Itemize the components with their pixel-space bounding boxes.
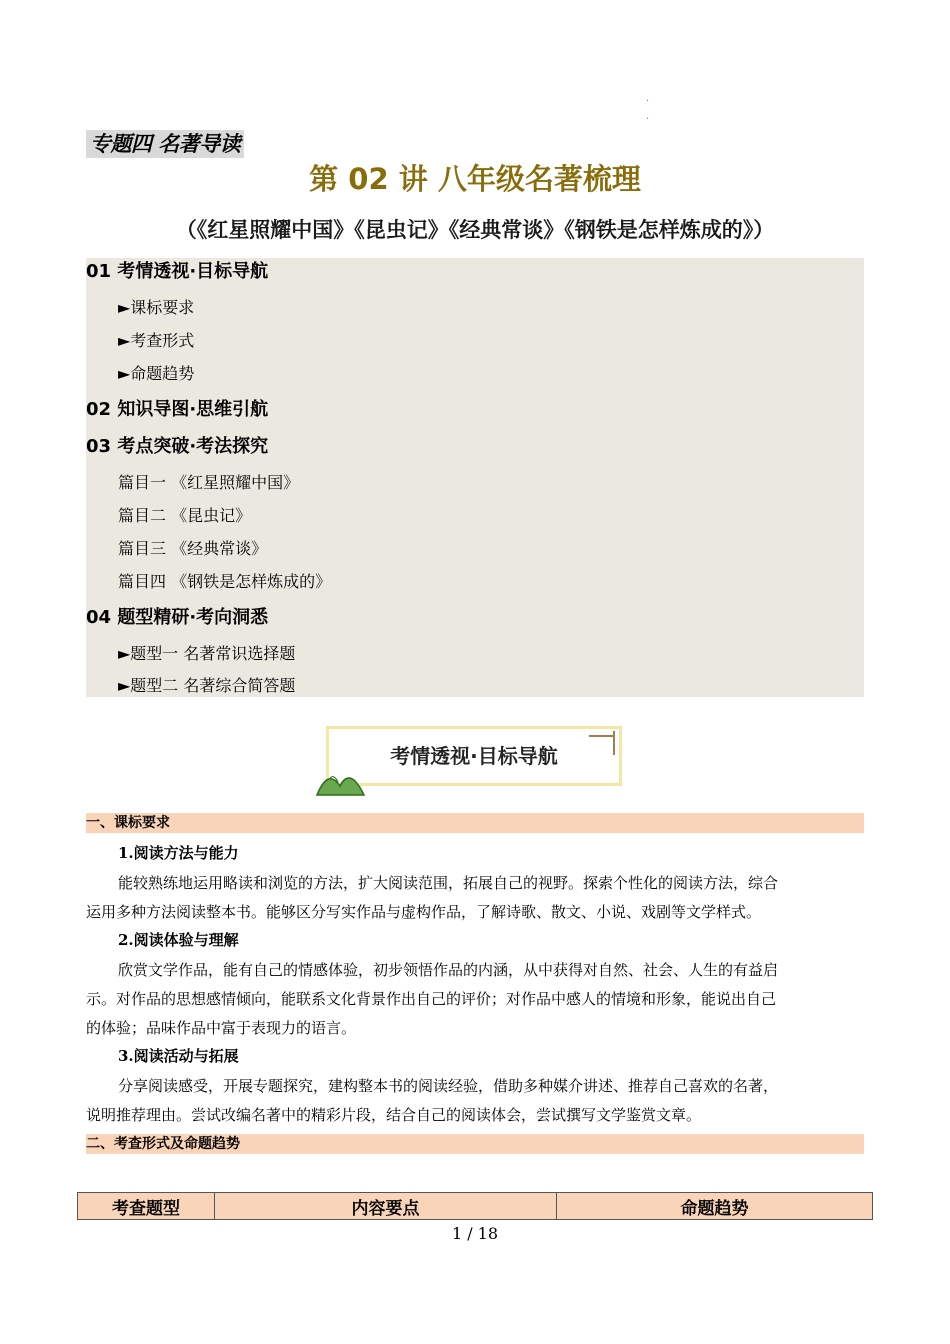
section-heading: 一、课标要求 bbox=[86, 813, 864, 833]
toc-item[interactable]: ►考查形式 bbox=[118, 331, 195, 350]
toc-item[interactable]: ►题型二 名著综合简答题 bbox=[118, 676, 296, 695]
paragraph-line: 欣赏文学作品，能有自己的情感体验，初步领悟作品的内涵，从中获得对自然、社会、人生的有益启 bbox=[118, 961, 779, 979]
subsection-heading: 1.阅读方法与能力 bbox=[118, 844, 239, 862]
toc-item[interactable]: 篇目四 《钢铁是怎样炼成的》 bbox=[118, 572, 332, 591]
toc-item[interactable]: ►课标要求 bbox=[118, 298, 195, 317]
paragraph-line: 能较熟练地运用略读和浏览的方法，扩大阅读范围，拓展自己的视野。探索个性化的阅读方法，综合 bbox=[118, 874, 779, 892]
toc-heading-1[interactable]: 01 考情透视·目标导航 bbox=[86, 261, 269, 282]
table-header-cell: 考查题型 bbox=[78, 1193, 215, 1220]
mountain-icon bbox=[316, 766, 366, 796]
toc-heading-4[interactable]: 04 题型精研·考向洞悉 bbox=[86, 607, 269, 628]
dot-mark: · bbox=[646, 114, 650, 125]
toc-item[interactable]: ►题型一 名著常识选择题 bbox=[118, 644, 296, 663]
table-header-cell: 内容要点 bbox=[215, 1193, 557, 1220]
topic-tag: 专题四 名著导读 bbox=[86, 130, 244, 158]
paragraph-line: 分享阅读感受，开展专题探究，建构整本书的阅读经验，借助多种媒介讲述、推荐自己喜欢的名著， bbox=[118, 1077, 779, 1095]
banner-label: 考情透视·目标导航 bbox=[390, 744, 558, 768]
section-heading: 二、考查形式及命题趋势 bbox=[86, 1134, 864, 1154]
page-subtitle: （《红星照耀中国》《昆虫记》《经典常谈》《钢铁是怎样炼成的》） bbox=[175, 218, 775, 242]
exam-table bbox=[77, 1192, 873, 1220]
table-of-contents bbox=[86, 258, 864, 697]
dot-mark: · bbox=[646, 96, 650, 107]
toc-heading-2[interactable]: 02 知识导图·思维引航 bbox=[86, 399, 269, 420]
paragraph-line: 示。对作品的思想感情倾向，能联系文化背景作出自己的评价；对作品中感人的情境和形象，能说出自己 bbox=[86, 990, 777, 1008]
subsection-heading: 3.阅读活动与拓展 bbox=[118, 1047, 239, 1065]
table-header-cell: 命题趋势 bbox=[557, 1193, 873, 1220]
paragraph-line: 运用多种方法阅读整本书。能够区分写实作品与虚构作品，了解诗歌、散文、小说、戏剧等文学样式。 bbox=[86, 903, 762, 921]
banner-decoration bbox=[589, 735, 615, 737]
banner-decoration bbox=[613, 731, 615, 755]
toc-heading-3[interactable]: 03 考点突破·考法探究 bbox=[86, 436, 269, 457]
toc-item[interactable]: 篇目一 《红星照耀中国》 bbox=[118, 473, 300, 492]
subsection-heading: 2.阅读体验与理解 bbox=[118, 931, 239, 949]
toc-item[interactable]: 篇目二 《昆虫记》 bbox=[118, 506, 252, 525]
table-header-row bbox=[78, 1193, 873, 1220]
toc-item[interactable]: ►命题趋势 bbox=[118, 364, 195, 383]
page-number: 1 / 18 bbox=[451, 1224, 499, 1243]
toc-item[interactable]: 篇目三 《经典常谈》 bbox=[118, 539, 268, 558]
section-banner bbox=[326, 726, 622, 786]
page-title: 第 02 讲 八年级名著梳理 bbox=[309, 162, 641, 196]
paragraph-line: 说明推荐理由。尝试改编名著中的精彩片段，结合自己的阅读体会，尝试撰写文学鉴赏文章。 bbox=[86, 1106, 702, 1124]
paragraph-line: 的体验；品味作品中富于表现力的语言。 bbox=[86, 1019, 357, 1037]
